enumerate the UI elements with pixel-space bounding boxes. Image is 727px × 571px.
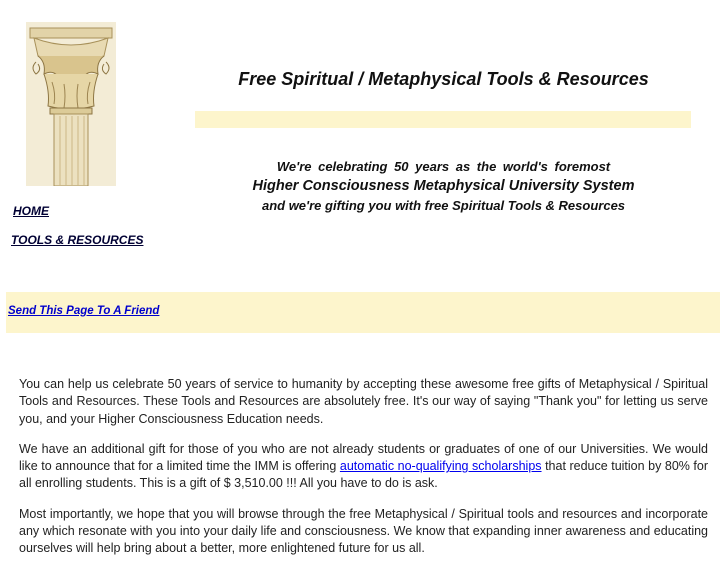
scholarship-paragraph <box>19 441 708 493</box>
scholarship-text-before: We have an additional gift for those of you who are not already students or graduates of one of our Universities. We would like to announce that for a limited time the IMM is offering <box>19 441 708 474</box>
intro-paragraph: You can help us celebrate 50 years of service to humanity by accepting these awesome free gifts of Metaphysical / Spiritual Tools and Resources. These Tools and Resources are absolutely free. It's our way of saying "Thank you" for letting us serve you, and your Higher Consciousness Education needs. <box>19 377 708 426</box>
scholarship-text-after: that reduce tuition by 80% for all enrolling students. This is a gift of $ 3,510.00 !!! All you have to do is ask. <box>19 459 709 491</box>
highlight-bar <box>195 111 691 128</box>
send-to-friend-link[interactable]: Send This Page To A Friend <box>8 305 160 317</box>
scholarships-link[interactable]: automatic no-qualifying scholarships <box>339 459 542 474</box>
body-content <box>19 376 708 571</box>
column-capital-icon <box>26 22 116 186</box>
nav-home-link[interactable]: HOME <box>13 204 49 218</box>
closing-paragraph: Most importantly, we hope that you will browse through the free Metaphysical / Spiritual tools and resources and incorporate any which resonate with you into your daily life and consciousness. We know that expanding inner awareness and educating ourselves will help bring about a better, more enlightened future for us all. <box>19 506 708 556</box>
send-to-friend-box <box>6 292 720 333</box>
tagline-university: Higher Consciousness Metaphysical University System <box>252 178 635 194</box>
tagline-celebrating: We're celebrating 50 years as the world's foremost <box>276 159 611 174</box>
nav-tools-resources-link[interactable]: TOOLS & RESOURCES <box>11 233 144 247</box>
tagline-gifting: and we're gifting you with free Spiritual Tools & Resources <box>261 198 626 213</box>
page-title: Free Spiritual / Metaphysical Tools & Resources <box>238 69 649 89</box>
